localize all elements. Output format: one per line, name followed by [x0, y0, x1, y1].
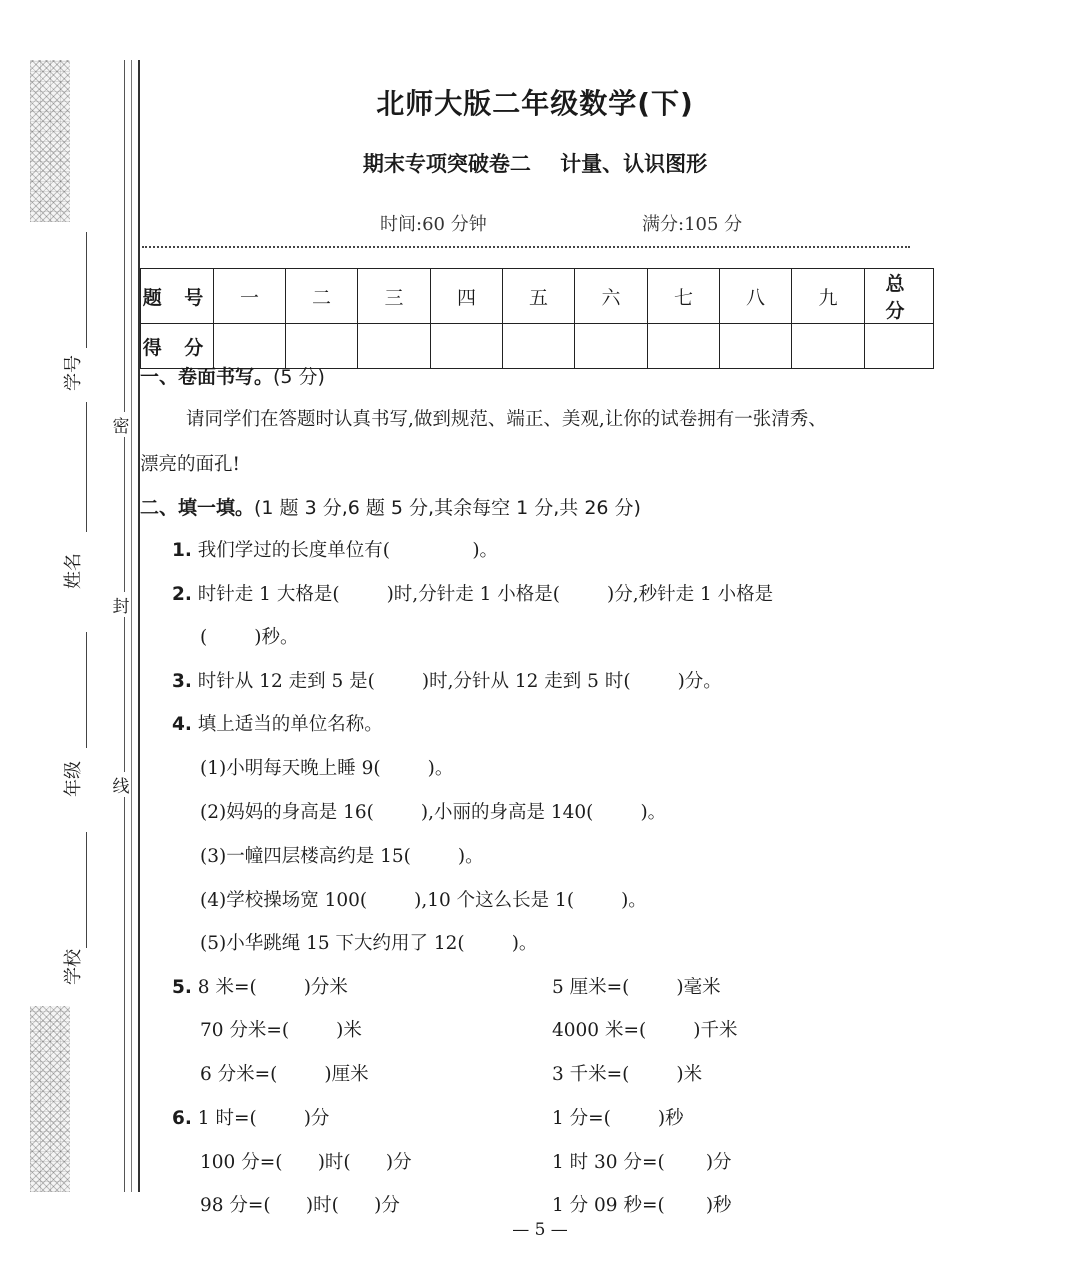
- question-number: 3.: [172, 671, 192, 692]
- score-cell[interactable]: [865, 324, 934, 369]
- table-header-cell: 题 号: [141, 269, 214, 324]
- question-1: [172, 536, 498, 562]
- question-4-item: (4)学校操场宽 100( ),10 个这么长是 1( )。: [200, 890, 647, 911]
- section-1-heading: [140, 362, 325, 389]
- seal-char-mi: 密: [111, 412, 131, 437]
- question-text: 时针走 1 大格是( )时,分针走 1 小格是( )分,秒针走 1 小格是: [197, 584, 774, 605]
- score-cell[interactable]: [575, 324, 648, 369]
- score-cell[interactable]: [648, 324, 720, 369]
- school-label: 学校: [63, 949, 84, 985]
- question-5: [172, 973, 348, 999]
- table-header-cell: 总 分: [865, 269, 934, 324]
- conversion-item: 1 分=( )秒: [552, 1108, 684, 1129]
- table-header-cell: 四: [431, 269, 503, 324]
- question-text: 我们学过的长度单位有( )。: [197, 540, 499, 561]
- dotted-divider: [142, 246, 910, 248]
- table-header-cell: 八: [720, 269, 792, 324]
- student-id-fill-line[interactable]: [86, 232, 87, 348]
- score-cell[interactable]: [720, 324, 792, 369]
- conversion-item: 1 时=( )分: [197, 1108, 330, 1129]
- table-header-cell: 三: [358, 269, 431, 324]
- question-3: [172, 667, 722, 693]
- question-text: 填上适当的单位名称。: [197, 714, 383, 735]
- conversion-item: 100 分=( )时( )分: [200, 1152, 412, 1173]
- section-title: 一、卷面书写。: [140, 366, 274, 388]
- score-cell[interactable]: [431, 324, 503, 369]
- question-4-item: (1)小明每天晚上睡 9( )。: [200, 758, 454, 779]
- conversion-item: 3 千米=( )米: [552, 1064, 703, 1085]
- table-header-cell: 二: [286, 269, 358, 324]
- full-score: 满分:105 分: [642, 214, 743, 235]
- grade-label: 年级: [63, 761, 84, 797]
- school-fill-line[interactable]: [86, 832, 87, 948]
- section-points: (5 分): [273, 366, 325, 388]
- score-cell[interactable]: [792, 324, 865, 369]
- question-number: 4.: [172, 714, 192, 735]
- table-header-cell: 六: [575, 269, 648, 324]
- section-2-heading: [140, 493, 641, 520]
- score-cell[interactable]: [358, 324, 431, 369]
- conversion-item: 70 分米=( )米: [200, 1020, 362, 1041]
- table-header-cell: 五: [503, 269, 575, 324]
- page-title: 北师大版二年级数学(下): [376, 87, 694, 120]
- question-text: 时针从 12 走到 5 是( )时,分针从 12 走到 5 时( )分。: [197, 671, 722, 692]
- question-number: 5.: [172, 977, 192, 998]
- table-header-cell: 七: [648, 269, 720, 324]
- question-6: [172, 1104, 329, 1130]
- question-4: [172, 710, 383, 736]
- section-points: (1 题 3 分,6 题 5 分,其余每空 1 分,共 26 分): [254, 497, 641, 519]
- binding-line: [138, 60, 140, 1192]
- conversion-item: 1 时 30 分=( )分: [552, 1152, 732, 1173]
- score-cell[interactable]: [503, 324, 575, 369]
- conversion-item: 8 米=( )分米: [197, 977, 348, 998]
- seal-char-xian: 线: [111, 772, 131, 797]
- decorative-pattern-bottom: [30, 1006, 70, 1192]
- name-label: 姓名: [63, 553, 84, 589]
- binding-line: [124, 60, 125, 1192]
- conversion-item: 5 厘米=( )毫米: [552, 977, 721, 998]
- page-number: — 5 —: [512, 1220, 568, 1240]
- page-subtitle: 期末专项突破卷二 计量、认识图形: [362, 152, 708, 176]
- decorative-pattern-top: [30, 60, 70, 222]
- question-4-item: (5)小华跳绳 15 下大约用了 12( )。: [200, 933, 538, 954]
- question-number: 1.: [172, 540, 192, 561]
- question-2-line-2: ( )秒。: [200, 627, 299, 648]
- table-header-row: [141, 269, 934, 324]
- table-row-label: 得 分: [141, 324, 214, 369]
- table-header-cell: 九: [792, 269, 865, 324]
- section-1-line-2: 漂亮的面孔!: [140, 454, 240, 475]
- grade-fill-line[interactable]: [86, 632, 87, 748]
- section-1-line-1: 请同学们在答题时认真书写,做到规范、端正、美观,让你的试卷拥有一张清秀、: [186, 409, 827, 430]
- conversion-item: 1 分 09 秒=( )秒: [552, 1195, 732, 1216]
- conversion-item: 4000 米=( )千米: [552, 1020, 738, 1041]
- question-number: 6.: [172, 1108, 192, 1129]
- table-header-cell: 一: [214, 269, 286, 324]
- time-limit: 时间:60 分钟: [380, 214, 487, 235]
- score-table: [140, 268, 934, 369]
- binding-line: [131, 60, 132, 1192]
- conversion-item: 6 分米=( )厘米: [200, 1064, 369, 1085]
- name-fill-line[interactable]: [86, 402, 87, 532]
- question-number: 2.: [172, 584, 192, 605]
- seal-char-feng: 封: [111, 592, 131, 617]
- student-id-label: 学号: [63, 355, 84, 391]
- section-title: 二、填一填。: [140, 497, 255, 519]
- conversion-item: 98 分=( )时( )分: [200, 1195, 400, 1216]
- question-2: [172, 580, 773, 606]
- question-4-item: (2)妈妈的身高是 16( ),小丽的身高是 140( )。: [200, 802, 667, 823]
- question-4-item: (3)一幢四层楼高约是 15( )。: [200, 846, 484, 867]
